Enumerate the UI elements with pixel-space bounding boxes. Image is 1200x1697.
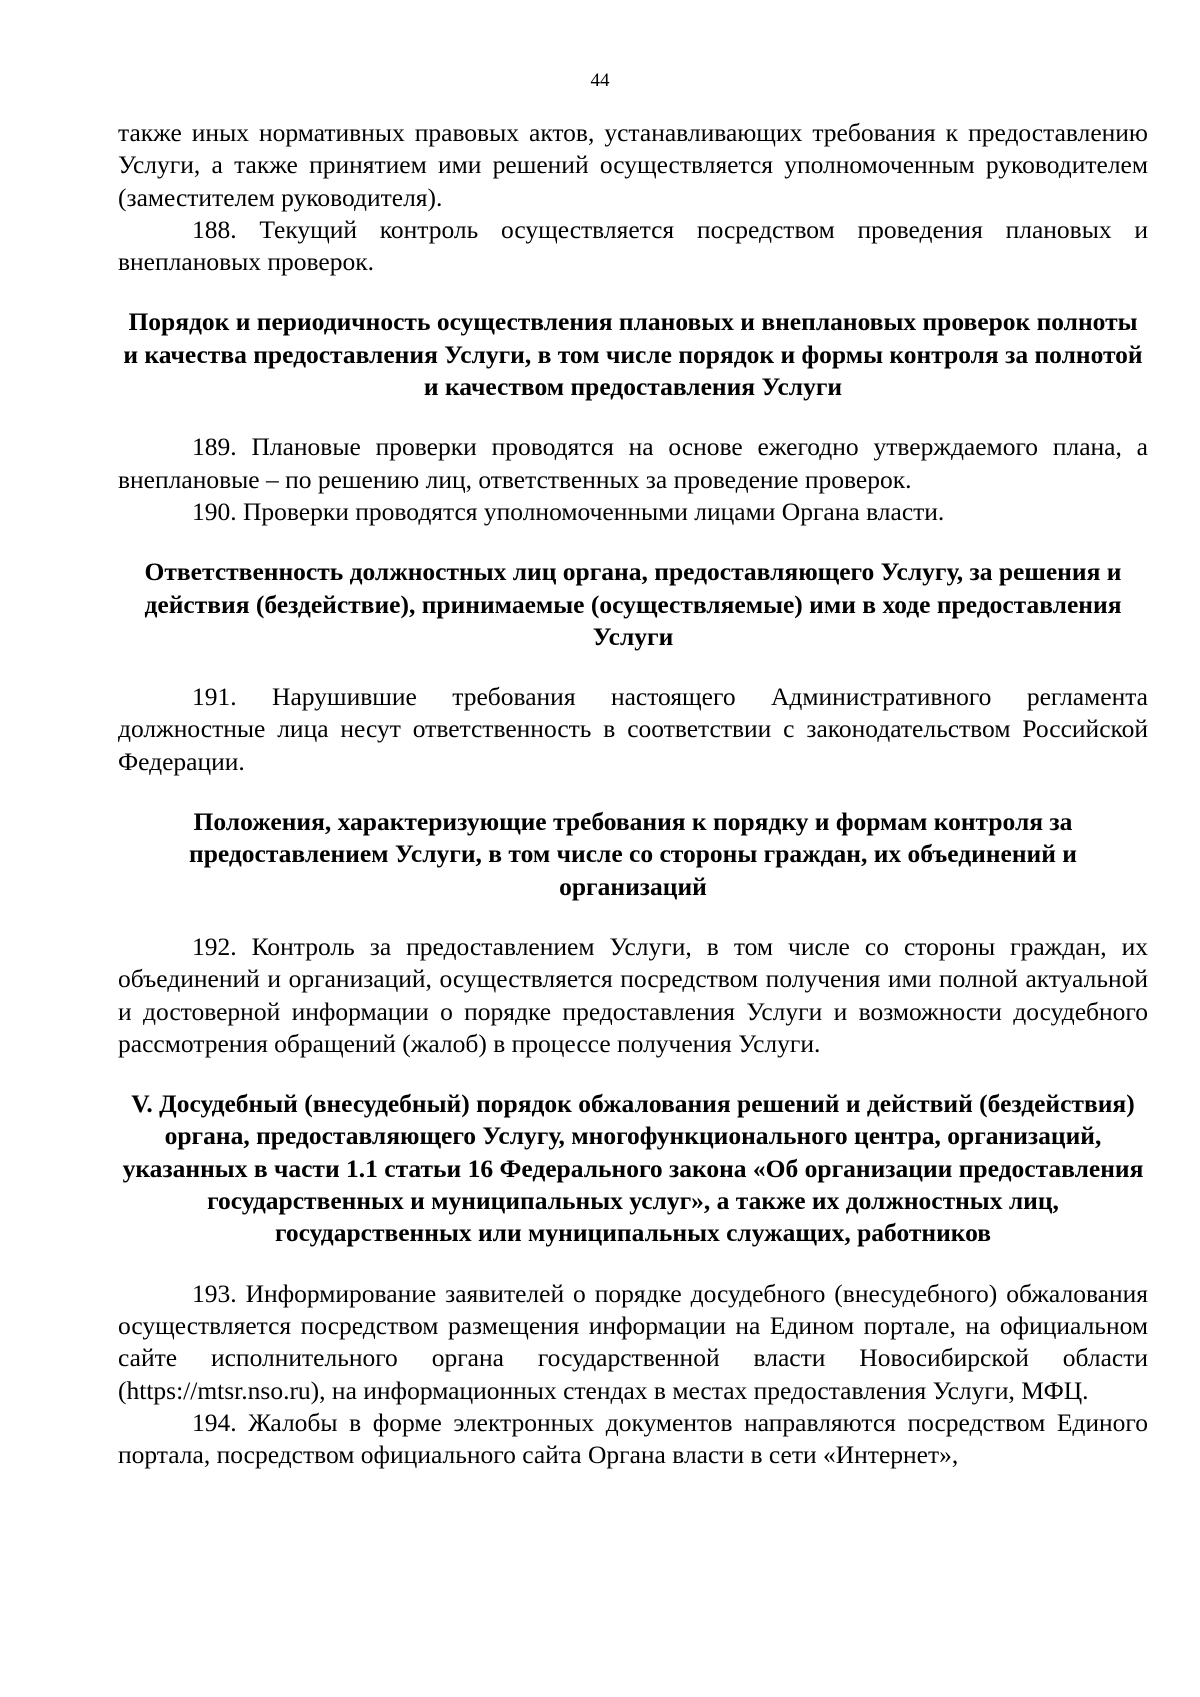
page-number: 44: [590, 70, 610, 91]
paragraph-188: 188. Текущий контроль осуществляется посредством проведения плановых и внеплановых проверок.: [118, 214, 1148, 277]
paragraph-continuation: также иных нормативных правовых актов, устанавливающих требования к предоставлению Услуги, а также принятием ими решений осуществляется уполномоченным руководителем (заместителем руководителя).: [118, 118, 1148, 212]
paragraph-194: 194. Жалобы в форме электронных документов направляются посредством Единого портала, посредством официального сайта Органа власти в сети «Интернет»,: [118, 1407, 1148, 1470]
paragraph-193: 193. Информирование заявителей о порядке досудебного (внесудебного) обжалования осуществляется посредством размещения информации на Едином портале, на официальном сайте исполнительного органа государственной власти Новосибирской области (https://mtsr.nso.ru), на информационных стендах в местах предоставления Услуги, МФЦ.: [118, 1278, 1148, 1405]
section-heading-pretrial-appeal: V. Досудебный (внесудебный) порядок обжалования решений и действий (бездействия) органа, предоставляющего Услугу, многофункционального центра, организаций, указанных в части 1.1 статьи 16 Федерального закона «Об организации предоставления государственных и муниципальных услуг», а также их должностных лиц, государственных или муниципальных служащих, работников: [122, 1089, 1144, 1248]
paragraph-191: 191. Нарушившие требования настоящего Административного регламента должностные лица несут ответственность в соответствии с законодательством Российской Федерации.: [118, 682, 1148, 776]
section-heading-responsibility: Ответственность должностных лиц органа, предоставляющего Услугу, за решения и действия (бездействие), принимаемые (осуществляемые) ими в ходе предоставления Услуги: [144, 557, 1122, 651]
section-heading-inspections: Порядок и периодичность осуществления плановых и внеплановых проверок полноты и качества предоставления Услуги, в том числе порядок и формы контроля за полнотой и качеством предоставления Услуги: [123, 307, 1143, 402]
document-body: [118, 117, 1148, 1471]
paragraph-189: 189. Плановые проверки проводятся на основе ежегодно утверждаемого плана, а внеплановые – по решению лиц, ответственных за проведение проверок.: [118, 432, 1148, 494]
section-heading-control-provisions: Положения, характеризующие требования к порядку и формам контроля за предоставлением Услуги, в том числе со стороны граждан, их объединений и организаций: [189, 807, 1077, 901]
paragraph-190: 190. Проверки проводятся уполномоченными лицами Органа власти.: [192, 496, 945, 526]
paragraph-192: 192. Контроль за предоставлением Услуги, в том числе со стороны граждан, их объединений и организаций, осуществляется посредством получения ими полной актуальной и достоверной информации о порядке предоставления Услуги и возможности досудебного рассмотрения обращений (жалоб) в процессе получения Услуги.: [118, 931, 1148, 1058]
